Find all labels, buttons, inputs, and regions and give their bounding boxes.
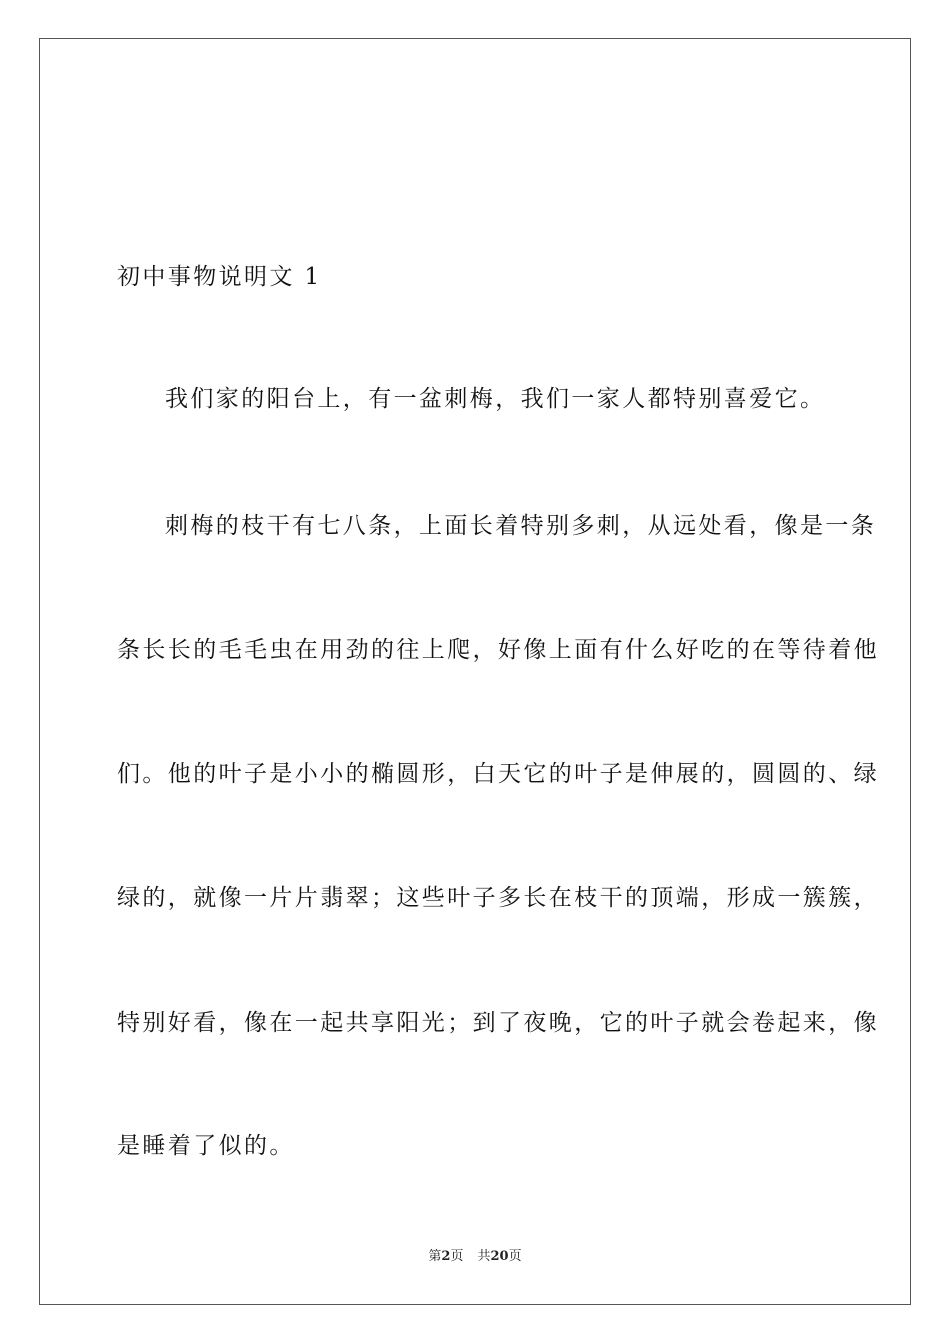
paragraph-line-2: 刺梅的枝干有七八条，上面长着特别多刺，从远处看，像是一条 <box>165 513 877 539</box>
paragraph-line-4: 们。他的叶子是小小的椭圆形，白天它的叶子是伸展的，圆圆的、绿 <box>117 761 879 787</box>
paragraph-line-6: 特别好看，像在一起共享阳光；到了夜晚，它的叶子就会卷起来，像 <box>117 1010 879 1036</box>
footer-total-prefix: 共 <box>477 1249 491 1264</box>
paragraph-line-7: 是睡着了似的。 <box>117 1133 295 1159</box>
page-footer <box>0 1248 950 1266</box>
footer-page-number: 2 <box>441 1249 451 1264</box>
paragraph-line-3: 条长长的毛毛虫在用劲的往上爬，好像上面有什么好吃的在等待着他 <box>117 637 879 663</box>
footer-page-prefix: 第 <box>428 1249 442 1264</box>
document-heading: 初中事物说明文 1 <box>117 264 322 290</box>
footer-total-pages: 20 <box>490 1249 509 1264</box>
footer-page-suffix: 页 <box>450 1249 464 1264</box>
paragraph-line-1: 我们家的阳台上，有一盆刺梅，我们一家人都特别喜爱它。 <box>165 386 826 412</box>
page-border <box>39 38 911 1305</box>
paragraph-line-5: 绿的，就像一片片翡翠；这些叶子多长在枝干的顶端，形成一簇簇， <box>117 885 879 911</box>
footer-total-suffix: 页 <box>508 1249 522 1264</box>
